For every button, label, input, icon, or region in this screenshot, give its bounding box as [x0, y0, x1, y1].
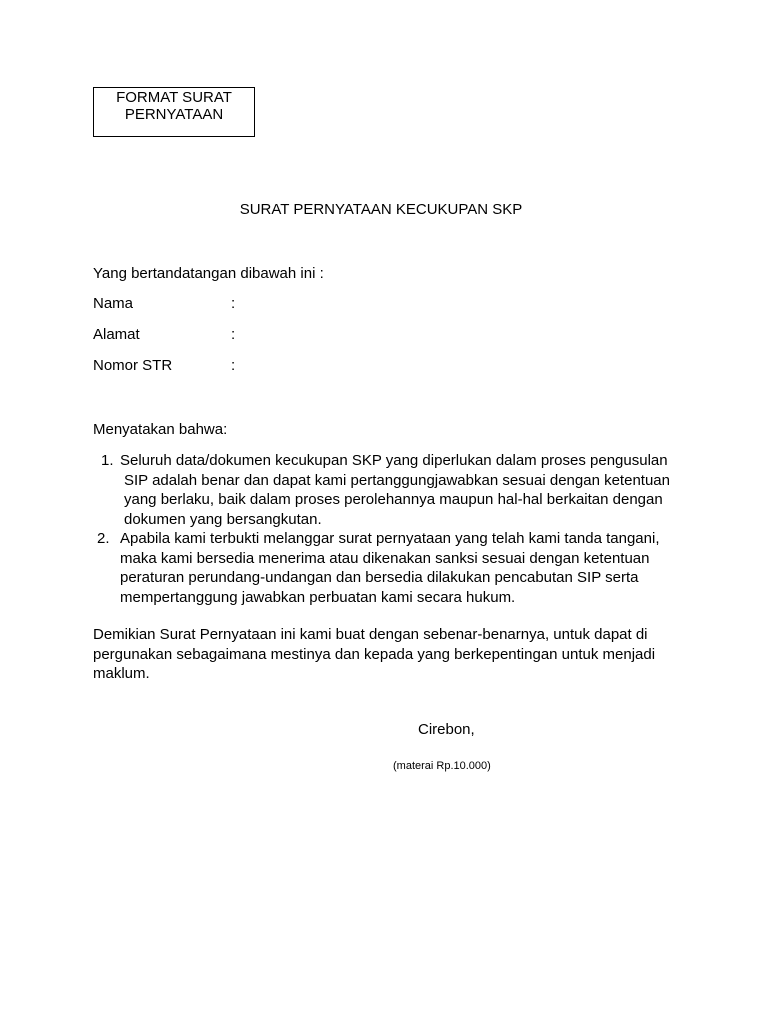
- field-colon-nama: :: [231, 295, 236, 312]
- list-item-line: Apabila kami terbukti melanggar surat pernyataan yang telah kami tanda tangani,: [120, 530, 660, 547]
- field-label-alamat: Alamat: [93, 326, 140, 343]
- list-item: [93, 529, 713, 607]
- closing-line: maklum.: [93, 665, 150, 682]
- list-item-line: dokumen yang bersangkutan.: [124, 510, 322, 528]
- stamp-duty-note: (materai Rp.10.000): [393, 760, 491, 772]
- format-label-line-2: PERNYATAAN: [124, 106, 224, 123]
- closing-line: pergunakan sebagaimana mestinya dan kepada yang berkepentingan untuk menjadi: [93, 645, 656, 663]
- statement-heading: Menyatakan bahwa:: [93, 421, 228, 438]
- format-label-box: [93, 87, 255, 137]
- intro-text: Yang bertandatangan dibawah ini :: [93, 265, 324, 282]
- list-item-line: maka kami bersedia menerima atau dikenakan sanksi sesuai dengan ketentuan: [120, 549, 650, 567]
- list-item-number: 2.: [97, 530, 110, 547]
- list-item-line: mempertanggung jawabkan perbuatan kami secara hukum.: [120, 588, 516, 606]
- list-item-line: SIP adalah benar dan dapat kami pertanggungjawabkan sesuai dengan ketentuan: [124, 471, 670, 489]
- closing-paragraph: [93, 625, 655, 684]
- format-label-line-1: FORMAT SURAT: [116, 89, 232, 106]
- document-title: SURAT PERNYATAAN KECUKUPAN SKP: [239, 201, 523, 218]
- list-item: [93, 451, 713, 529]
- list-item-line: Seluruh data/dokumen kecukupan SKP yang diperlukan dalam proses pengusulan: [120, 452, 668, 469]
- list-item-number: 1.: [101, 452, 114, 469]
- closing-line: Demikian Surat Pernyataan ini kami buat dengan sebenar-benarnya, untuk dapat di: [93, 626, 648, 643]
- field-label-nama: Nama: [93, 295, 134, 312]
- list-item-line: peraturan perundang-undangan dan bersedia dilakukan pencabutan SIP serta: [120, 569, 639, 586]
- field-colon-alamat: :: [231, 326, 236, 343]
- field-label-nomor-str: Nomor STR: [93, 357, 173, 374]
- list-item-line: yang berlaku, baik dalam proses perolehannya maupun hal-hal berkaitan dengan: [124, 491, 663, 508]
- statement-list: [93, 451, 713, 607]
- field-colon-nomor-str: :: [231, 357, 236, 374]
- place-date-line: Cirebon,: [418, 721, 475, 738]
